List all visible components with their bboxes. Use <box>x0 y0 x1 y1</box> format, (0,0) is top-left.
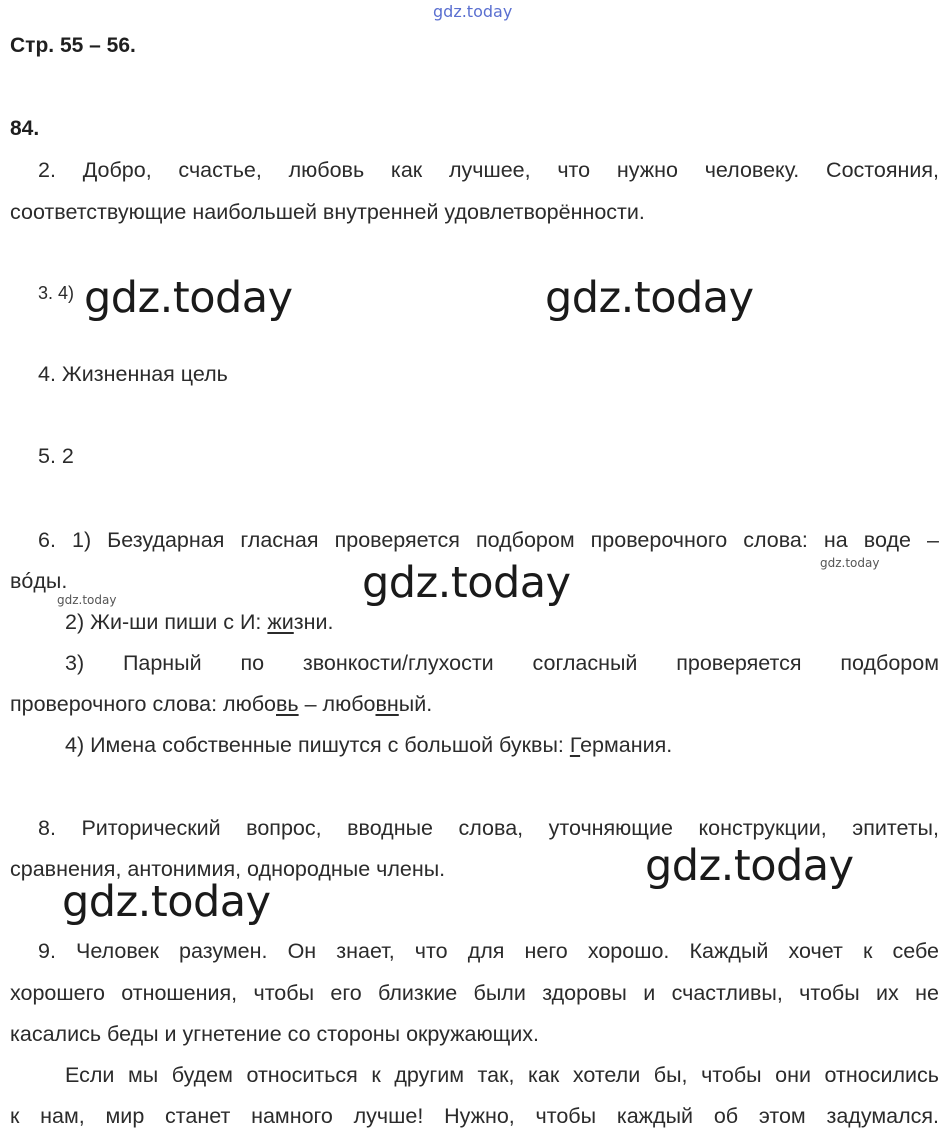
answer-9-line-2: хорошего отношения, чтобы его близкие были здоровы и счастливы, чтобы их не <box>10 981 939 1005</box>
answer-6-part-3-prefix: проверочного слова: любо <box>10 692 276 716</box>
answer-9-line-3: касались беды и угнетение со стороны окружающих. <box>10 1022 540 1046</box>
answer-6-part-1-line-1: 6. 1) Безударная гласная проверяется подбором проверочного слова: на воде – <box>38 528 939 552</box>
answer-4: 4. Жизненная цель <box>38 362 228 386</box>
answer-6-part-3-line-2 <box>10 690 939 718</box>
answer-5: 5. 2 <box>38 444 74 468</box>
answer-6-part-2-suffix: зни. <box>293 610 334 634</box>
watermark-main-1: gdz.today <box>84 273 293 323</box>
watermark-main-2: gdz.today <box>545 273 754 323</box>
answer-6-part-3-suffix: ый. <box>398 692 433 716</box>
answer-8-line-2: сравнения, антонимия, однородные члены. <box>10 857 446 881</box>
answer-2-line-1: 2. Добро, счастье, любовь как лучшее, что нужно человеку. Состояния, <box>38 158 939 182</box>
watermark-small-2: gdz.today <box>57 593 117 607</box>
answer-3-label: 3. 4) <box>38 283 75 303</box>
answer-6-part-2 <box>10 608 950 636</box>
watermark-main-5: gdz.today <box>62 877 271 927</box>
answer-6-part-1-line-2: вóды. <box>10 569 68 593</box>
answer-6-part-3-mark-2: вн <box>375 692 399 716</box>
answer-9-line-4: Если мы будем относиться к другим так, как хотели бы, чтобы они относились <box>65 1063 939 1087</box>
answer-6-part-4-marked: Г <box>569 733 581 757</box>
watermark-top: gdz.today <box>433 2 513 21</box>
answer-6-part-2-prefix: 2) Жи-ши пиши с И: <box>65 610 268 634</box>
answer-9-line-5: к нам, мир станет намного лучше! Нужно, чтобы каждый об этом задумался. <box>10 1104 939 1128</box>
answer-6-part-2-marked: жи <box>267 610 294 634</box>
answer-6-part-3-line-1: 3) Парный по звонкости/глухости согласный проверяется подбором <box>65 651 939 675</box>
answer-6-part-4-suffix: ермания. <box>580 733 673 757</box>
answer-8-line-1: 8. Риторический вопрос, вводные слова, уточняющие конструкции, эпитеты, <box>38 816 939 840</box>
answer-2-line-2: соответствующие наибольшей внутренней удовлетворённости. <box>10 200 645 224</box>
watermark-main-3: gdz.today <box>362 558 571 608</box>
watermark-small-1: gdz.today <box>820 556 880 570</box>
answer-6-part-3-mark-1: вь <box>276 692 299 716</box>
answer-6-part-3-middle: – любо <box>298 692 376 716</box>
answer-6-part-4-prefix: 4) Имена собственные пишутся с большой буквы: <box>65 733 570 757</box>
exercise-number: 84. <box>10 117 40 140</box>
answer-9-line-1: 9. Человек разумен. Он знает, что для него хорошо. Каждый хочет к себе <box>38 939 939 963</box>
answer-6-part-4 <box>10 731 950 759</box>
watermark-main-4: gdz.today <box>645 841 854 891</box>
page-reference: Стр. 55 – 56. <box>10 34 136 57</box>
